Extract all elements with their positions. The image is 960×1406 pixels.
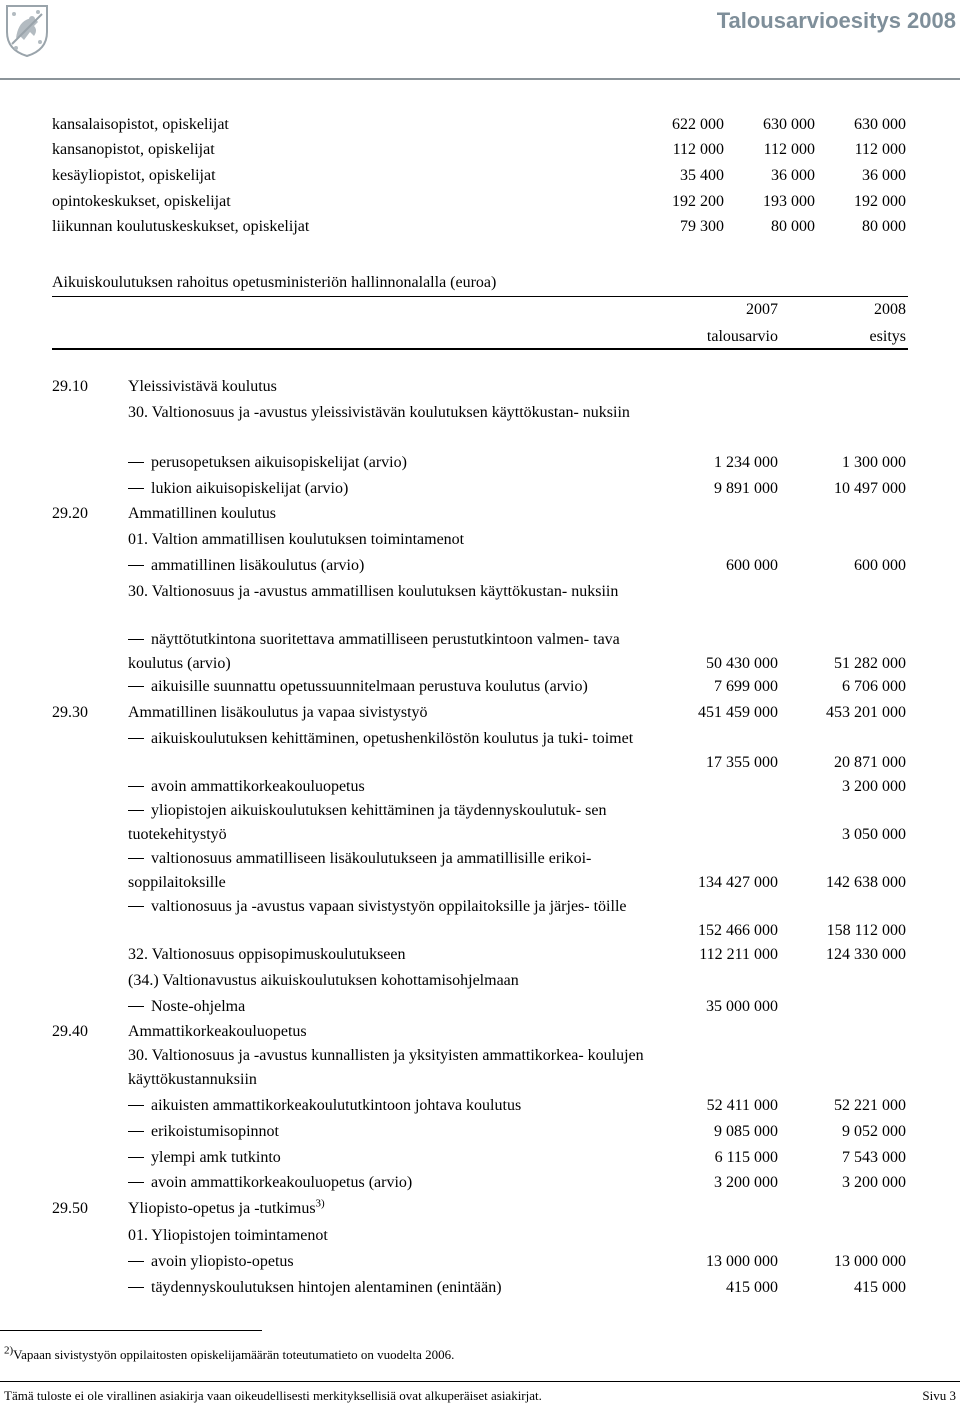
value-2008: 9 052 000 xyxy=(842,1123,906,1140)
item-text: 30. Valtionosuus ja -avustus kunnallisten ja yksityisten ammattikorkea- koulujen käyttökustannuksiin xyxy=(128,1047,644,1088)
dash-marker xyxy=(128,738,144,739)
footnote-reference: 3) xyxy=(315,1197,325,1210)
budget-item xyxy=(128,628,673,676)
table-row-label: kansanopistot, opiskelijat xyxy=(52,141,215,158)
value-2008: 6 706 000 xyxy=(842,678,906,695)
column-year-2008: 2008 xyxy=(874,301,906,318)
item-text: 01. Yliopistojen toimintamenot xyxy=(128,1227,328,1244)
table-cell-b: 36 000 xyxy=(771,167,815,184)
item-text: lukion aikuisopiskelijat (arvio) xyxy=(151,480,349,497)
table-cell-c: 192 000 xyxy=(854,193,906,210)
budget-item xyxy=(128,1094,673,1118)
value-2008: 453 201 000 xyxy=(826,704,906,721)
section-heading xyxy=(128,1197,673,1221)
table-cell-a: 622 000 xyxy=(672,116,724,133)
table-cell-b: 193 000 xyxy=(763,193,815,210)
section-heading xyxy=(128,701,673,725)
footnote-text: Vapaan sivistystyön oppilaitosten opiskelijamäärän toteutumatieto on vuodelta 2006. xyxy=(13,1347,455,1362)
value-2008: 124 330 000 xyxy=(826,946,906,963)
value-2007: 52 411 000 xyxy=(706,1097,778,1114)
section-code: 29.40 xyxy=(52,1023,88,1040)
columns-rule xyxy=(52,348,908,350)
table-row-label: kansalaisopistot, opiskelijat xyxy=(52,116,229,133)
item-text: Yleissivistävä koulutus xyxy=(128,378,277,395)
section-code: 29.10 xyxy=(52,378,88,395)
value-2008: 20 871 000 xyxy=(834,754,906,771)
header-rule xyxy=(0,78,960,80)
value-2007: 17 355 000 xyxy=(706,754,778,771)
table-cell-c: 80 000 xyxy=(862,218,906,235)
value-2008: 7 543 000 xyxy=(842,1149,906,1166)
item-text: ammatillinen lisäkoulutus (arvio) xyxy=(151,557,365,574)
column-year-2007: 2007 xyxy=(746,301,778,318)
budget-item xyxy=(128,1250,673,1274)
item-text: Ammattikorkeakouluopetus xyxy=(128,1023,307,1040)
section-heading xyxy=(128,375,673,399)
dash-marker xyxy=(128,462,144,463)
item-text: täydennyskoulutuksen hintojen alentaminen (enintään) xyxy=(151,1279,502,1296)
budget-item xyxy=(128,847,673,895)
budget-item xyxy=(128,799,673,847)
item-text: aikuisten ammattikorkeakoulututkintoon johtava koulutus xyxy=(151,1097,522,1114)
item-text: avoin ammattikorkeakouluopetus (arvio) xyxy=(151,1174,413,1191)
table-row-label: opintokeskukset, opiskelijat xyxy=(52,193,231,210)
dash-marker xyxy=(128,786,144,787)
section-heading xyxy=(128,502,673,526)
dash-marker xyxy=(128,686,144,687)
item-text: (34.) Valtionavustus aikuiskoulutuksen kohottamisohjelmaan xyxy=(128,972,519,989)
item-text: aikuiskoulutuksen kehittäminen, opetushenkilöstön koulutus ja tuki- toimet xyxy=(151,730,634,747)
budget-item xyxy=(128,1276,673,1300)
value-2008: 10 497 000 xyxy=(834,480,906,497)
item-text: valtionosuus ja -avustus vapaan sivistystyön oppilaitoksille ja järjes- töille xyxy=(151,898,627,915)
table-cell-a: 79 300 xyxy=(680,218,724,235)
budget-item xyxy=(128,1171,673,1195)
value-2007: 50 430 000 xyxy=(706,655,778,672)
budget-item xyxy=(128,451,673,475)
dash-marker xyxy=(128,906,144,907)
value-2008: 51 282 000 xyxy=(834,655,906,672)
budget-item xyxy=(128,995,673,1019)
dash-marker xyxy=(128,639,144,640)
item-text: avoin ammattikorkeakouluopetus xyxy=(151,778,365,795)
page-number: Sivu 3 xyxy=(922,1388,956,1403)
table-cell-a: 35 400 xyxy=(680,167,724,184)
item-text: 01. Valtion ammatillisen koulutuksen toimintamenot xyxy=(128,531,465,548)
footer-rule xyxy=(0,1381,960,1382)
value-2007: 6 115 000 xyxy=(714,1149,778,1166)
item-text: 32. Valtionosuus oppisopimuskoulutukseen xyxy=(128,946,406,963)
item-text: Noste-ohjelma xyxy=(151,998,246,1015)
item-text: Ammatillinen koulutus xyxy=(128,505,276,522)
dash-marker xyxy=(128,1287,144,1288)
budget-item xyxy=(128,477,673,501)
value-2008: 52 221 000 xyxy=(834,1097,906,1114)
dash-marker xyxy=(128,488,144,489)
budget-item xyxy=(128,1146,673,1170)
value-2008: 600 000 xyxy=(854,557,906,574)
table-cell-a: 192 200 xyxy=(672,193,724,210)
section-code: 29.30 xyxy=(52,704,88,721)
budget-item xyxy=(128,1120,673,1144)
coat-of-arms-logo xyxy=(4,2,50,58)
table-cell-a: 112 000 xyxy=(672,141,724,158)
item-text: Ammatillinen lisäkoulutus ja vapaa sivistystyö xyxy=(128,704,428,721)
value-2008: 142 638 000 xyxy=(826,874,906,891)
item-text: näyttötutkintona suoritettava ammatilliseen perustutkintoon valmen- tava koulutus (arvio) xyxy=(128,631,620,672)
value-2007: 9 891 000 xyxy=(714,480,778,497)
section-title-rule xyxy=(52,296,908,297)
section-heading xyxy=(128,1020,673,1044)
table-row-label: liikunnan koulutuskeskukset, opiskelijat xyxy=(52,218,310,235)
dash-marker xyxy=(128,810,144,811)
dash-marker xyxy=(128,1157,144,1158)
dash-marker xyxy=(128,1131,144,1132)
table-cell-b: 80 000 xyxy=(771,218,815,235)
table-cell-b: 112 000 xyxy=(763,141,815,158)
table-cell-c: 36 000 xyxy=(862,167,906,184)
value-2007: 9 085 000 xyxy=(714,1123,778,1140)
dash-marker xyxy=(128,1006,144,1007)
section-title: Aikuiskoulutuksen rahoitus opetusministeriön hallinnonalalla (euroa) xyxy=(52,274,497,291)
table-cell-c: 112 000 xyxy=(854,141,906,158)
budget-item xyxy=(128,895,673,919)
budget-item xyxy=(128,675,673,699)
section-code: 29.50 xyxy=(52,1200,88,1217)
item-text: avoin yliopisto-opetus xyxy=(151,1253,294,1270)
footnote-mark: 2) xyxy=(4,1344,14,1357)
budget-subheading xyxy=(128,580,673,604)
value-2008: 3 050 000 xyxy=(842,826,906,843)
section-code: 29.20 xyxy=(52,505,88,522)
item-text: 30. Valtionosuus ja -avustus yleissivistävän koulutuksen käyttökustan- nuksiin xyxy=(128,404,630,421)
column-sub-esitys: esitys xyxy=(869,328,906,345)
footnote xyxy=(4,1345,454,1365)
document-title: Talousarvioesitys 2008 xyxy=(716,8,956,33)
value-2007: 415 000 xyxy=(726,1279,778,1296)
footer-disclaimer: Tämä tuloste ei ole virallinen asiakirja vaan oikeudellisesti merkityksellisiä ovat alkuperäiset asiakirjat. xyxy=(4,1388,542,1403)
table-cell-c: 630 000 xyxy=(854,116,906,133)
dash-marker xyxy=(128,1182,144,1183)
budget-subheading xyxy=(128,969,673,993)
item-text: 30. Valtionosuus ja -avustus ammatillisen koulutuksen käyttökustan- nuksiin xyxy=(128,583,619,600)
budget-subheading xyxy=(128,528,673,552)
dash-marker xyxy=(128,858,144,859)
footnote-rule xyxy=(0,1330,262,1331)
budget-subheading xyxy=(128,1044,673,1092)
item-text: Yliopisto-opetus ja -tutkimus xyxy=(128,1200,316,1217)
item-text: perusopetuksen aikuisopiskelijat (arvio) xyxy=(151,454,407,471)
value-2007: 152 466 000 xyxy=(698,922,778,939)
value-2007: 35 000 000 xyxy=(706,998,778,1015)
value-2008: 3 200 000 xyxy=(842,1174,906,1191)
table-row-label: kesäyliopistot, opiskelijat xyxy=(52,167,216,184)
item-text: yliopistojen aikuiskoulutuksen kehittäminen ja täydennyskoulutuk- sen tuotekehitystyö xyxy=(128,802,607,843)
budget-subheading xyxy=(128,943,673,967)
budget-item xyxy=(128,554,673,578)
table-cell-b: 630 000 xyxy=(763,116,815,133)
value-2007: 7 699 000 xyxy=(714,678,778,695)
item-text: ylempi amk tutkinto xyxy=(151,1149,281,1166)
dash-marker xyxy=(128,1105,144,1106)
value-2008: 1 300 000 xyxy=(842,454,906,471)
item-text: aikuisille suunnattu opetussuunnitelmaan perustuva koulutus (arvio) xyxy=(151,678,588,695)
value-2007: 451 459 000 xyxy=(698,704,778,721)
value-2007: 3 200 000 xyxy=(714,1174,778,1191)
value-2007: 134 427 000 xyxy=(698,874,778,891)
value-2008: 415 000 xyxy=(854,1279,906,1296)
value-2007: 13 000 000 xyxy=(706,1253,778,1270)
budget-subheading xyxy=(128,401,673,425)
value-2008: 3 200 000 xyxy=(842,778,906,795)
item-text: valtionosuus ammatilliseen lisäkoulutukseen ja ammatillisille erikoi- soppilaitoksille xyxy=(128,850,592,891)
value-2007: 112 211 000 xyxy=(699,946,778,963)
budget-item xyxy=(128,775,673,799)
value-2007: 1 234 000 xyxy=(714,454,778,471)
budget-subheading xyxy=(128,1224,673,1248)
dash-marker xyxy=(128,565,144,566)
column-sub-talousarvio: talousarvio xyxy=(706,328,778,345)
item-text: erikoistumisopinnot xyxy=(151,1123,279,1140)
budget-item xyxy=(128,727,673,751)
dash-marker xyxy=(128,1261,144,1262)
value-2008: 158 112 000 xyxy=(826,922,906,939)
value-2007: 600 000 xyxy=(726,557,778,574)
value-2008: 13 000 000 xyxy=(834,1253,906,1270)
